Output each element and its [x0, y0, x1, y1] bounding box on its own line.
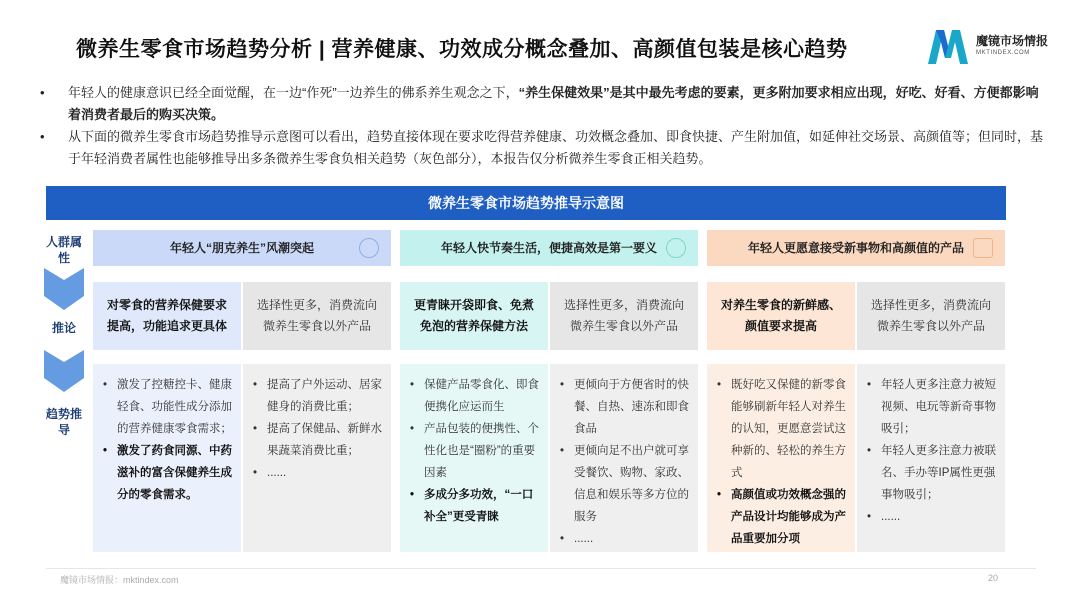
trend-item: • ......	[558, 528, 690, 550]
diagram-banner: 微养生零食市场趋势推导示意图	[46, 186, 1006, 220]
apple-icon	[359, 238, 379, 258]
page-number: 20	[988, 573, 999, 583]
bullet-text: 从下面的微养生零食市场趋势推导示意图可以看出，趋势直接体现在要求吃得营养健康、功效概念叠加、即食快捷、产生附加值，如延伸社交场景、高颜值等；但同时，基于年轻消费者属性也能够推导出多条微养生零食负相关趋势（灰色部分），本报告仅分析微养生零食正相关趋势。	[68, 129, 1044, 166]
trend-item: • 多成分多功效，“一口补全”更受青睐	[408, 484, 540, 528]
footer-divider	[46, 568, 1036, 569]
trend-item: • 年轻人更多注意力被联名、手办等IP属性更强事物吸引；	[865, 440, 997, 506]
bullet-text: 年轻人的健康意识已经全面觉醒，在一边“作死”一边养生的佛系养生观念之下，	[68, 85, 519, 100]
column-header-text: 年轻人快节奏生活，便捷高效是第一要义	[440, 241, 657, 255]
trend-item: • 既好吃又保健的新零食能够刷新年轻人对养生的认知，更愿意尝试这种新的、轻松的养生方式	[715, 374, 847, 484]
brand-mark-icon	[926, 26, 970, 66]
negative-trend-box-3	[857, 364, 1005, 552]
brand-logo	[926, 26, 1056, 70]
brand-url: MKTINDEX.COM	[976, 50, 1030, 56]
chevron-down-icon	[44, 350, 84, 392]
trend-item: • 年轻人更多注意力被短视频、电玩等新奇事物吸引；	[865, 374, 997, 440]
bullet-bold-text: “养生保健效果”是其中最先考虑的要素，更多附加要求相应出现，好吃、好看、方便都影响着消费者最后的购买决策。	[68, 85, 1039, 122]
gift-icon	[973, 238, 993, 258]
label-crowd: 人群属性	[45, 235, 82, 265]
trend-item: • ......	[251, 462, 383, 484]
label-trend: 趋势推导	[45, 407, 82, 437]
positive-inference-1: 对零食的营养保健要求提高，功能追求更具体	[93, 282, 241, 350]
bullet-dot: •	[40, 85, 45, 100]
column-header-text: 年轻人更愿意接受新事物和高颜值的产品	[747, 241, 964, 255]
negative-inference-2: 选择性更多，消费流向微养生零食以外产品	[550, 282, 698, 350]
positive-trend-box-3	[707, 364, 855, 552]
trend-item: • ......	[865, 506, 997, 528]
column-header-1	[93, 230, 391, 266]
trend-item: • 更倾向足不出户就可享受餐饮、购物、家政、信息和娱乐等多方位的服务	[558, 440, 690, 528]
clock-icon	[666, 238, 686, 258]
column-header-3	[707, 230, 1005, 266]
brand-name: 魔镜市场情报	[976, 34, 1049, 48]
negative-trend-box-2	[550, 364, 698, 552]
bullet-item	[40, 82, 1050, 126]
column-header-2	[400, 230, 698, 266]
label-infer: 推论	[51, 321, 76, 335]
positive-inference-2: 更青睐开袋即食、免煮免泡的营养保健方法	[400, 282, 548, 350]
negative-inference-3: 选择性更多，消费流向微养生零食以外产品	[857, 282, 1005, 350]
trend-item: • 激发了药食同源、中药滋补的富含保健养生成分的零食需求。	[101, 440, 233, 506]
page-title: 微养生零食市场趋势分析 | 营养健康、功效成分概念叠加、高颜值包装是核心趋势	[76, 38, 848, 61]
positive-trend-box-1	[93, 364, 241, 552]
bullet-dot: •	[40, 129, 45, 144]
trend-item: • 提高了保健品、新鲜水果蔬菜消费比重；	[251, 418, 383, 462]
column-header-text: 年轻人“朋克养生”风潮突起	[169, 241, 314, 255]
trend-item: • 高颜值或功效概念强的产品设计均能够成为产品重要加分项	[715, 484, 847, 550]
footer-source: 魔镜市场情报：mktindex.com	[60, 575, 179, 585]
positive-inference-3: 对养生零食的新鲜感、颜值要求提高	[707, 282, 855, 350]
trend-item: • 保健产品零食化、即食便携化应运而生	[408, 374, 540, 418]
trend-item: • 激发了控糖控卡、健康轻食、功能性成分添加的营养健康零食需求；	[101, 374, 233, 440]
chevron-down-icon	[44, 268, 84, 310]
trend-item: • 产品包装的便携性、个性化也是“圈粉”的重要因素	[408, 418, 540, 484]
trend-item: • 提高了户外运动、居家健身的消费比重；	[251, 374, 383, 418]
trend-item: • 更倾向于方便省时的快餐、自热、速冻和即食食品	[558, 374, 690, 440]
intro-bullets	[40, 82, 1050, 170]
negative-inference-1: 选择性更多，消费流向微养生零食以外产品	[243, 282, 391, 350]
negative-trend-box-1	[243, 364, 391, 552]
bullet-item	[40, 126, 1050, 170]
positive-trend-box-2	[400, 364, 548, 552]
